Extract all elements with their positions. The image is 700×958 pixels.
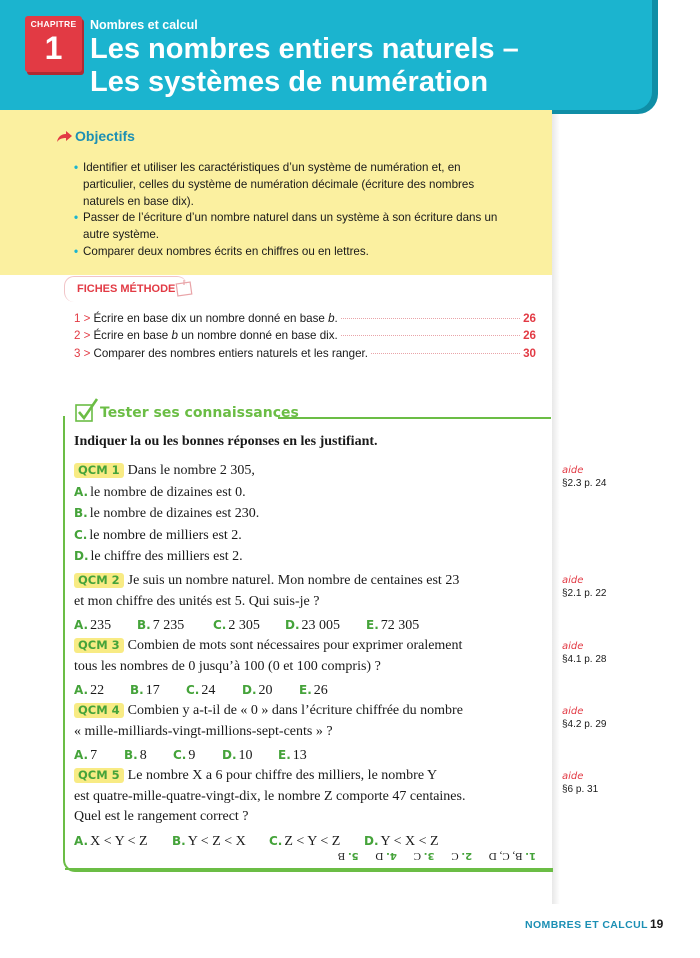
answer-option[interactable]: C. Z < Y < Z: [269, 833, 341, 849]
qcm-badge: QCM 1: [74, 463, 124, 478]
fiches-methode-list: [74, 310, 536, 362]
tester-rule: [278, 417, 551, 419]
answer-option[interactable]: C. le nombre de milliers est 2.: [74, 527, 242, 543]
answer-option[interactable]: A. le nombre de dizaines est 0.: [74, 484, 246, 500]
answer-option[interactable]: E. 26: [299, 683, 328, 699]
fiche-page: 26: [523, 312, 536, 325]
qcm-4: [74, 701, 463, 766]
aide-note[interactable]: [562, 640, 606, 666]
solution-item: 3. C: [413, 850, 435, 862]
fiche-number: 1 >: [74, 312, 91, 325]
qcm-badge: QCM 4: [74, 703, 124, 718]
objectifs-heading: Objectifs: [75, 128, 135, 144]
aide-note[interactable]: [562, 574, 606, 600]
qcm-question: tous les nombres de 0 jusqu’à 100 (0 et 100 compris) ?: [74, 658, 381, 674]
qcm-2: [74, 571, 459, 636]
objectif-item: • Passer de l’écriture d’un nombre naturel dans un système à son écriture dans un autre système.: [74, 210, 503, 244]
fiche-text: Écrire en base b un nombre donné en base dix.: [93, 329, 338, 343]
fiche-methode-link[interactable]: [74, 345, 536, 362]
qcm-badge: QCM 3: [74, 638, 124, 653]
fiche-page: 30: [523, 346, 536, 360]
qcm-1: [74, 461, 259, 568]
qcm-question: « mille-milliards-vingt-millions-sept-cents » ?: [74, 723, 333, 739]
fiche-text: Écrire en base dix un nombre donné en base b.: [93, 312, 338, 325]
fiche-number: 3 >: [74, 346, 91, 360]
note-icon: [175, 279, 193, 297]
answer-option[interactable]: B. le nombre de dizaines est 230.: [74, 506, 260, 522]
answer-option[interactable]: A. 235: [74, 618, 112, 634]
answer-option[interactable]: A. 7: [74, 748, 98, 764]
answer-option[interactable]: C. 9: [173, 748, 196, 764]
objectif-item: • Identifier et utiliser les caractéristiques d’un système de numération et, en particulier, celles du système de numération décimale (écriture des nombres naturels en base dix).: [74, 160, 513, 210]
solution-item: 1. B, C, D: [488, 850, 536, 862]
leader-dots: [341, 318, 520, 319]
qcm-question: Dans le nombre 2 305,: [127, 463, 255, 478]
answer-option[interactable]: D. Y < X < Z: [364, 833, 439, 849]
solution-item: 5. B: [337, 850, 359, 862]
aide-label: aide: [562, 575, 584, 586]
qcm-5: [74, 766, 465, 852]
aide-label: aide: [562, 465, 584, 476]
arrow-right-icon: [56, 131, 72, 143]
chapter-tab: [25, 16, 82, 72]
aide-note[interactable]: [562, 464, 606, 490]
tester-heading: Tester ses connaissances: [100, 405, 299, 421]
aide-ref: §4.2 p. 29: [562, 719, 607, 730]
qcm-badge: QCM 5: [74, 768, 124, 783]
answer-option[interactable]: D. 10: [222, 748, 253, 764]
aide-label: aide: [562, 706, 584, 717]
answer-option[interactable]: D. 20: [242, 683, 273, 699]
fiche-methode-link[interactable]: [74, 327, 536, 344]
chapter-domain: Nombres et calcul: [90, 18, 198, 32]
aide-note[interactable]: [562, 705, 606, 731]
leader-dots: [341, 335, 520, 336]
aide-label: aide: [562, 771, 584, 782]
qcm-question: Combien y a-t-il de « 0 » dans l’écriture chiffrée du nombre: [127, 703, 463, 718]
objectif-item: • Comparer deux nombres écrits en chiffres ou en lettres.: [74, 244, 544, 261]
qcm-question: est quatre-mille-quatre-vingt-dix, le nombre Z comporte 47 centaines.: [74, 788, 466, 804]
qcm-question: Le nombre X a 6 pour chiffre des milliers, le nombre Y: [127, 768, 438, 783]
chapter-title-line1: Les nombres entiers naturels –: [90, 33, 519, 65]
chapter-label: CHAPITRE: [30, 19, 77, 29]
fiches-methode-heading: FICHES MÉTHODE: [77, 283, 176, 295]
qcm-badge: QCM 2: [74, 573, 124, 588]
answer-option[interactable]: B. 7 235: [137, 618, 185, 634]
aide-ref: §2.1 p. 22: [562, 588, 607, 599]
fiche-number: 2 >: [74, 329, 91, 343]
margin-shade: [552, 114, 560, 904]
answer-option[interactable]: E. 72 305: [366, 618, 420, 634]
qcm-question: Combien de mots sont nécessaires pour exprimer oralement: [127, 638, 463, 653]
answer-option[interactable]: E. 13: [278, 748, 307, 764]
fiche-page: 26: [523, 329, 536, 343]
answer-option[interactable]: D. 23 005: [285, 618, 341, 634]
solution-item: 2. C: [451, 850, 473, 862]
chapter-title: [90, 33, 519, 99]
checkbox-check-icon: [74, 397, 100, 423]
fiche-methode-link[interactable]: [74, 310, 536, 327]
aide-note[interactable]: [562, 770, 598, 796]
qcm-3: [74, 636, 462, 701]
answer-option[interactable]: C. 24: [186, 683, 216, 699]
page-number: 19: [650, 917, 664, 931]
solution-item: 4. D: [375, 850, 397, 862]
aide-ref: §6 p. 31: [562, 784, 599, 795]
answer-option[interactable]: D. le chiffre des milliers est 2.: [74, 549, 243, 565]
objectifs-list: [74, 160, 544, 261]
fiche-text: Comparer des nombres entiers naturels et les ranger.: [93, 346, 368, 360]
aide-label: aide: [562, 641, 584, 652]
answer-option[interactable]: B. 8: [124, 748, 147, 764]
answer-option[interactable]: C. 2 305: [213, 618, 260, 634]
answer-option[interactable]: B. 17: [130, 683, 160, 699]
footer-section-label: NOMBRES ET CALCUL: [525, 919, 648, 931]
instruction: Indiquer la ou les bonnes réponses en les justifiant.: [74, 434, 378, 449]
leader-dots: [371, 353, 520, 354]
aide-ref: §4.1 p. 28: [562, 654, 607, 665]
qcm-question: et mon chiffre des unités est 5. Qui suis-je ?: [74, 593, 320, 609]
answer-option[interactable]: A. 22: [74, 683, 105, 699]
chapter-title-line2: Les systèmes de numération: [90, 66, 489, 98]
aide-ref: §2.3 p. 24: [562, 478, 607, 489]
answer-option[interactable]: B. Y < Z < X: [172, 833, 246, 849]
qcm-question: Je suis un nombre naturel. Mon nombre de centaines est 23: [127, 573, 460, 588]
chapter-number: 1: [44, 30, 63, 66]
answer-option[interactable]: A. X < Y < Z: [74, 833, 148, 849]
qcm-question: Quel est le rangement correct ?: [74, 809, 249, 825]
upside-down-solutions: [337, 846, 536, 862]
